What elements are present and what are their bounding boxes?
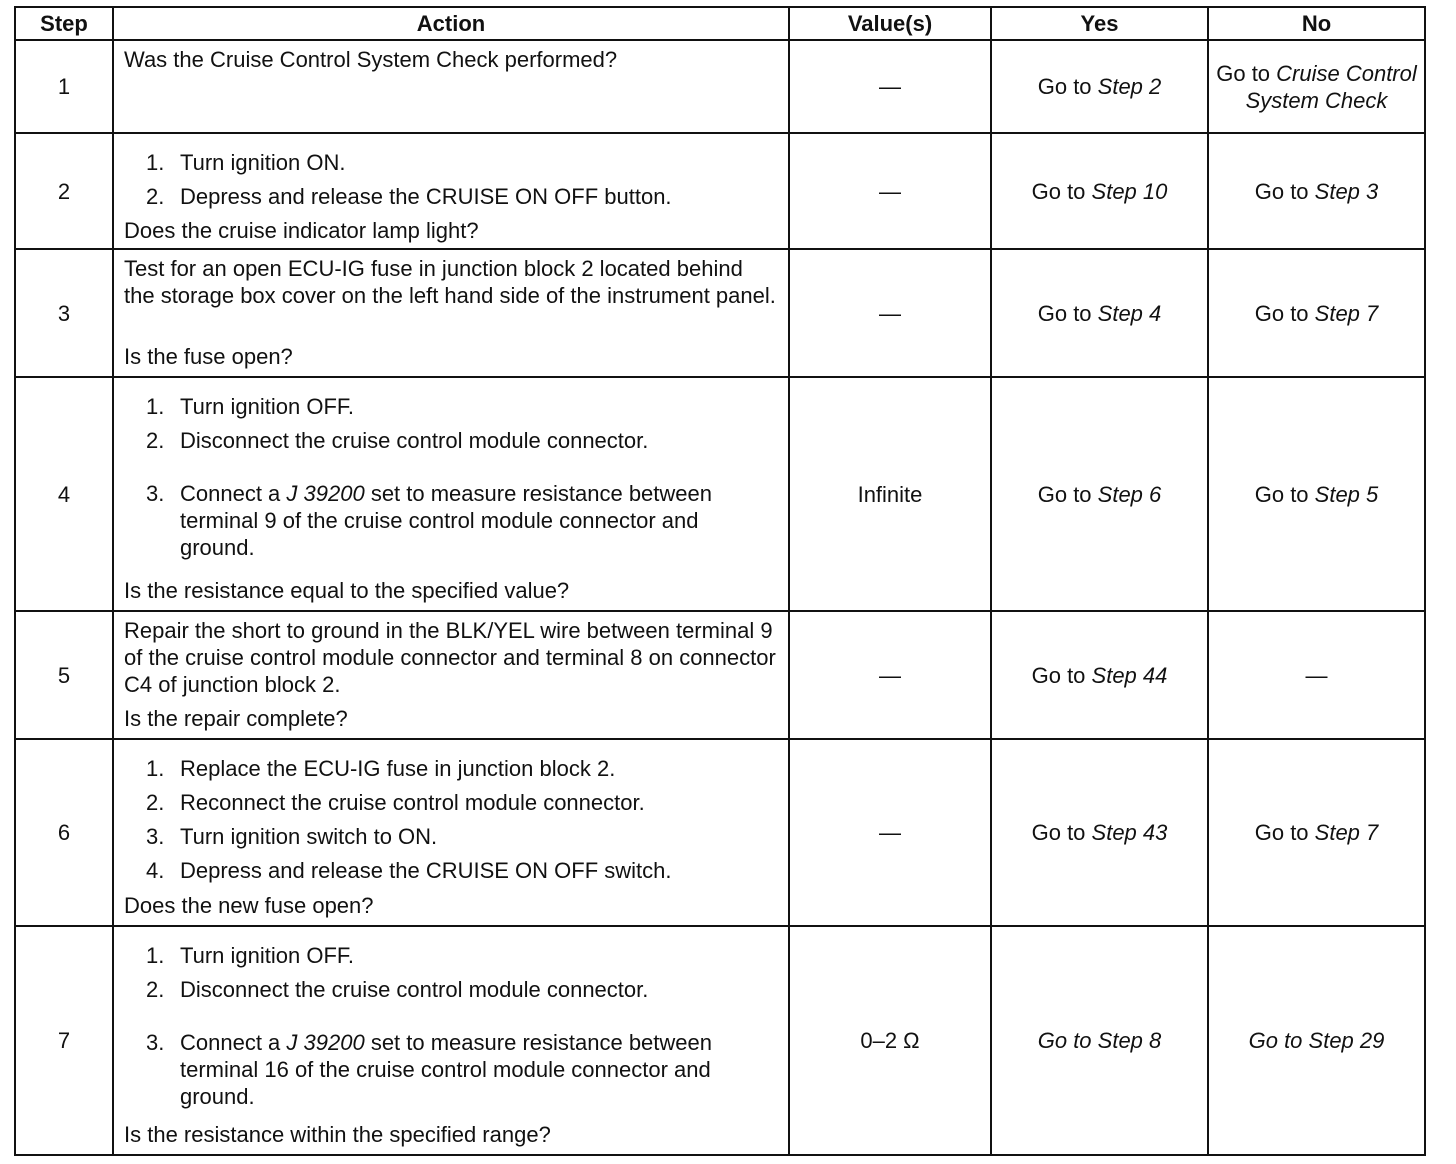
yes-prefix: Go to bbox=[1031, 178, 1092, 204]
action-cell bbox=[113, 739, 789, 926]
yes-prefix: Go to bbox=[1031, 820, 1092, 845]
substep: 2. Disconnect the cruise control module connector. bbox=[146, 977, 649, 1002]
no-step-ref: Step 5 bbox=[1314, 481, 1379, 507]
yes-step-ref: Step 10 bbox=[1091, 178, 1168, 204]
header-no: No bbox=[1208, 7, 1425, 40]
step-number: 5 bbox=[15, 611, 113, 739]
diagnostic-table bbox=[14, 6, 1426, 1156]
substep: 1. Turn ignition ON. bbox=[146, 150, 346, 175]
substep: 2. Disconnect the cruise control module connector. bbox=[146, 428, 649, 453]
table-row bbox=[15, 40, 1425, 133]
step-number: 4 bbox=[15, 377, 113, 611]
substep: 1. Turn ignition OFF. bbox=[146, 394, 355, 419]
header-yes: Yes bbox=[991, 7, 1208, 40]
yes-cell bbox=[991, 377, 1208, 611]
value-cell bbox=[789, 739, 991, 926]
action-cell bbox=[113, 926, 789, 1155]
step-number: 6 bbox=[15, 739, 113, 926]
value-cell bbox=[789, 611, 991, 739]
yes-cell bbox=[991, 611, 1208, 739]
yes-step-ref: Go to Step 8 bbox=[1037, 1028, 1162, 1053]
no-cell bbox=[1208, 249, 1425, 377]
question-text: Is the fuse open? bbox=[124, 344, 293, 369]
no-step-ref: Go to Step 29 bbox=[1248, 1028, 1385, 1053]
question-text: Was the Cruise Control System Check performed? bbox=[124, 47, 618, 72]
yes-cell bbox=[991, 249, 1208, 377]
value-cell bbox=[789, 40, 991, 133]
substep: 1. Replace the ECU-IG fuse in junction block 2. bbox=[146, 756, 616, 781]
value-text: — bbox=[879, 662, 901, 688]
yes-step-ref: Step 4 bbox=[1097, 300, 1162, 326]
no-cell bbox=[1208, 611, 1425, 739]
no-prefix: Go to bbox=[1254, 820, 1315, 845]
substep: 3. Connect a J 39200 set to measure resistance between terminal 16 of the cruise control module connector and ground. bbox=[146, 1030, 712, 1109]
no-value-text: — bbox=[1305, 662, 1328, 688]
table-row bbox=[15, 249, 1425, 377]
step-number: 1 bbox=[15, 40, 113, 133]
value-cell bbox=[789, 133, 991, 249]
no-prefix: Go to bbox=[1216, 60, 1277, 86]
tool-ref: J 39200 bbox=[286, 1030, 365, 1055]
value-text: — bbox=[879, 300, 901, 326]
action-cell bbox=[113, 133, 789, 249]
no-cell bbox=[1208, 926, 1425, 1155]
value-text: 0–2 Ω bbox=[860, 1028, 920, 1053]
value-text: — bbox=[879, 178, 901, 204]
value-cell bbox=[789, 249, 991, 377]
yes-step-ref: Step 44 bbox=[1091, 662, 1168, 688]
yes-prefix: Go to bbox=[1037, 481, 1098, 507]
substep-list bbox=[124, 149, 778, 217]
value-cell bbox=[789, 377, 991, 611]
question-text: Does the new fuse open? bbox=[124, 893, 374, 918]
yes-prefix: Go to bbox=[1037, 74, 1098, 99]
substep: 1. Turn ignition OFF. bbox=[146, 943, 355, 968]
yes-cell bbox=[991, 739, 1208, 926]
substep-list bbox=[124, 393, 778, 568]
yes-step-ref: Step 2 bbox=[1097, 74, 1162, 99]
table-row bbox=[15, 739, 1425, 926]
value-text: — bbox=[879, 74, 901, 99]
action-cell bbox=[113, 40, 789, 133]
instruction-text: Test for an open ECU-IG fuse in junction block 2 located behind the storage box cover on the left hand side of the instrument panel. bbox=[124, 256, 776, 308]
question-text: Does the cruise indicator lamp light? bbox=[124, 218, 479, 243]
yes-cell bbox=[991, 926, 1208, 1155]
action-cell bbox=[113, 611, 789, 739]
step-number: 3 bbox=[15, 249, 113, 377]
substep: 4. Depress and release the CRUISE ON OFF switch. bbox=[146, 858, 672, 883]
table-row bbox=[15, 611, 1425, 739]
no-cell bbox=[1208, 133, 1425, 249]
yes-step-ref: Step 43 bbox=[1091, 820, 1168, 845]
question-text: Is the resistance within the specified range? bbox=[124, 1122, 551, 1147]
table-row bbox=[15, 133, 1425, 249]
value-cell bbox=[789, 926, 991, 1155]
no-step-ref: Cruise Control System Check bbox=[1245, 60, 1417, 113]
yes-prefix: Go to bbox=[1031, 662, 1092, 688]
no-prefix: Go to bbox=[1254, 178, 1315, 204]
no-cell bbox=[1208, 739, 1425, 926]
header-value: Value(s) bbox=[789, 7, 991, 40]
substep-list bbox=[124, 755, 778, 891]
table-row bbox=[15, 377, 1425, 611]
substep: 3. Turn ignition switch to ON. bbox=[146, 824, 438, 849]
substep: 3. Connect a J 39200 set to measure resistance between terminal 9 of the cruise control module connector and ground. bbox=[146, 481, 712, 560]
no-prefix: Go to bbox=[1254, 481, 1315, 507]
no-cell bbox=[1208, 377, 1425, 611]
value-text: Infinite bbox=[857, 481, 923, 507]
header-action: Action bbox=[113, 7, 789, 40]
header-row bbox=[15, 7, 1425, 40]
substep: 2. Reconnect the cruise control module connector. bbox=[146, 790, 645, 815]
tool-ref: J 39200 bbox=[286, 481, 365, 506]
header-step: Step bbox=[15, 7, 113, 40]
step-number: 7 bbox=[15, 926, 113, 1155]
substep-list bbox=[124, 942, 778, 1117]
table-row bbox=[15, 926, 1425, 1155]
action-cell bbox=[113, 377, 789, 611]
yes-step-ref: Step 6 bbox=[1097, 481, 1162, 507]
instruction-text: Repair the short to ground in the BLK/YEL wire between terminal 9 of the cruise control module connector and terminal 8 on connector C4 of junction block 2. bbox=[124, 618, 776, 697]
no-prefix: Go to bbox=[1254, 300, 1315, 326]
question-text: Is the repair complete? bbox=[124, 706, 348, 731]
question-text: Is the resistance equal to the specified value? bbox=[124, 578, 570, 603]
yes-cell bbox=[991, 133, 1208, 249]
yes-cell bbox=[991, 40, 1208, 133]
no-cell bbox=[1208, 40, 1425, 133]
value-text: — bbox=[879, 820, 901, 845]
action-cell bbox=[113, 249, 789, 377]
no-step-ref: Step 3 bbox=[1314, 178, 1379, 204]
substep: 2. Depress and release the CRUISE ON OFF button. bbox=[146, 184, 672, 209]
no-step-ref: Step 7 bbox=[1314, 300, 1379, 326]
step-number: 2 bbox=[15, 133, 113, 249]
yes-prefix: Go to bbox=[1037, 300, 1098, 326]
no-step-ref: Step 7 bbox=[1314, 820, 1379, 845]
